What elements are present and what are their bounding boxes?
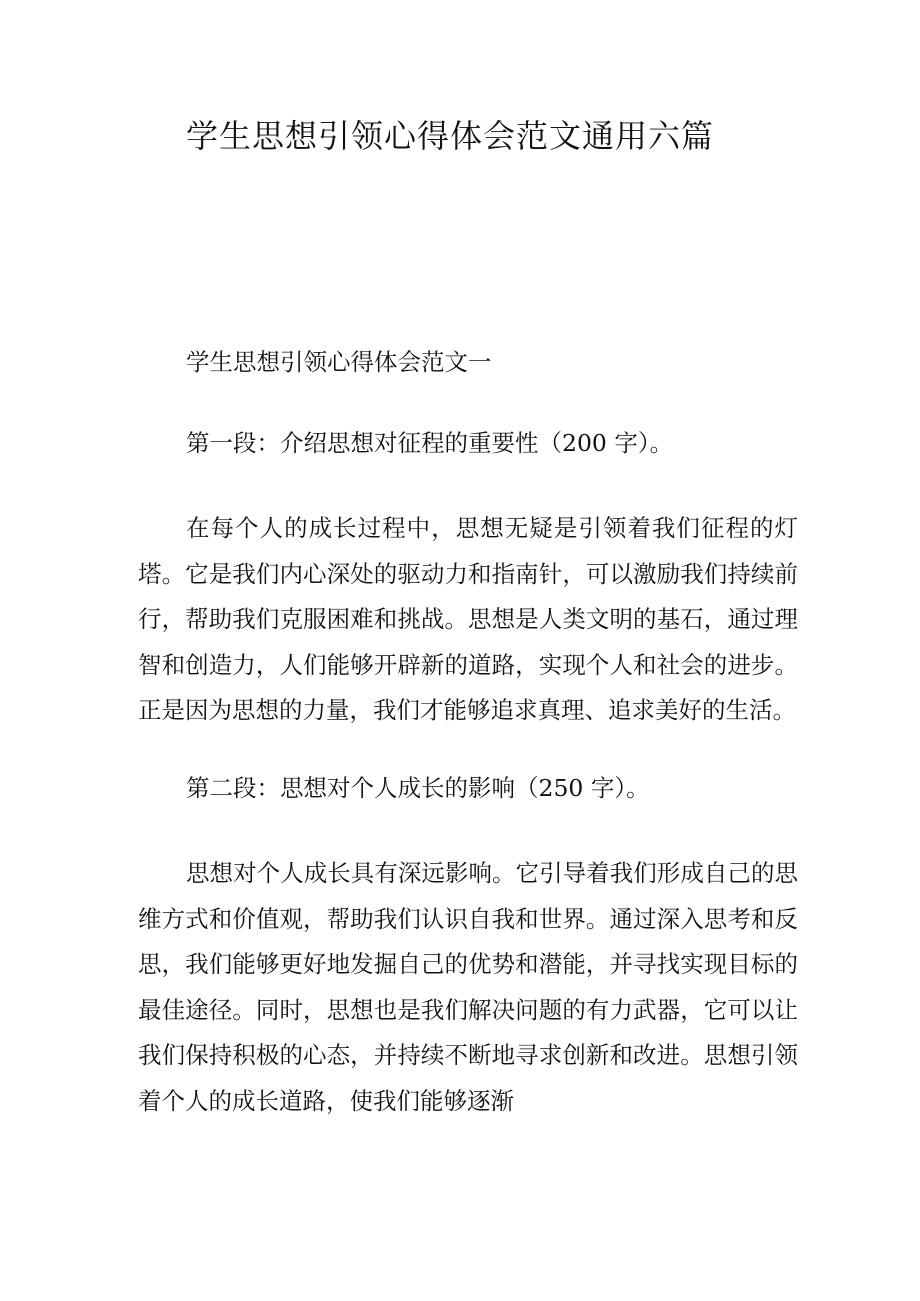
section-title: 学生思想引领心得体会范文一 bbox=[186, 348, 492, 376]
paragraph-body-2: 思想对个人成长具有深远影响。它引导着我们形成自己的思维方式和价值观，帮助我们认识自我和世界。通过深入思考和反思，我们能够更好地发掘自己的优势和潜能，并寻找实现目标的最佳途径。同时，思想也是我们解决问题的有力武器，它可以让我们保持积极的心态，并持续不断地寻求创新和改进。思想引领着个人的成长道路，使我们能够逐渐 bbox=[138, 859, 798, 1115]
paragraph-body-1: 在每个人的成长过程中，思想无疑是引领着我们征程的灯塔。它是我们内心深处的驱动力和指南针，可以激励我们持续前行，帮助我们克服困难和挑战。思想是人类文明的基石，通过理智和创造力，人们能够开辟新的道路，实现个人和社会的进步。正是因为思想的力量，我们才能够追求真理、追求美好的生活。 bbox=[138, 514, 798, 724]
paragraph-heading-2: 第二段：思想对个人成长的影响（250 字）。 bbox=[186, 774, 650, 802]
paragraph-heading-1: 第一段：介绍思想对征程的重要性（200 字）。 bbox=[186, 429, 674, 457]
document-title: 学生思想引领心得体会范文通用六篇 bbox=[186, 117, 715, 155]
